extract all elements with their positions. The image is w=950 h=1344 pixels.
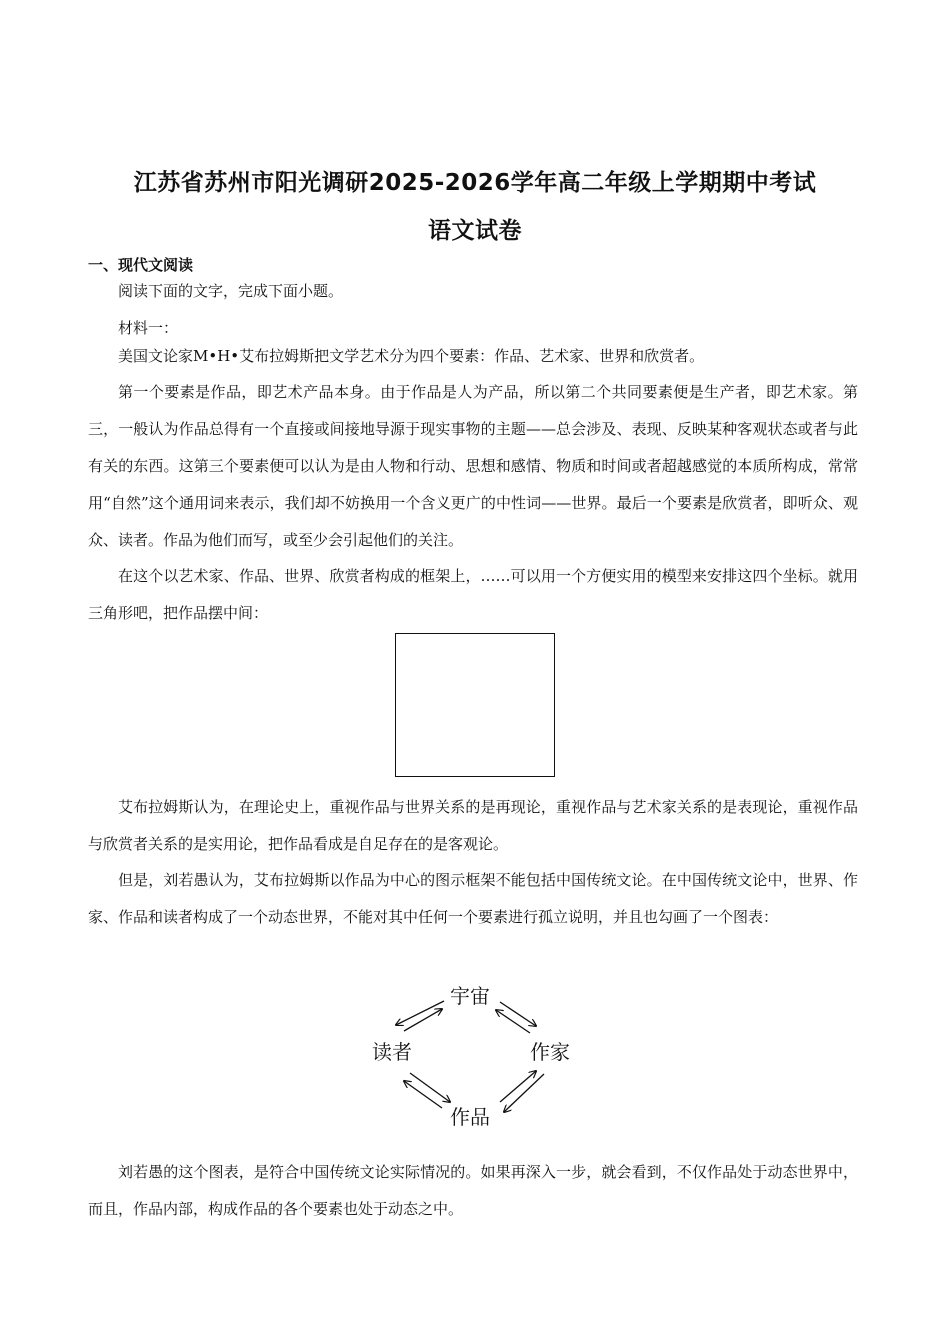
material-label: 材料一： (118, 319, 179, 337)
document-subtitle: 语文试卷 (428, 218, 522, 244)
diagram-node-work: 作品 (450, 1105, 490, 1129)
paragraph-framework: 在这个以艺术家、作品、世界、欣赏者构成的框架上，……可以用一个方便实用的模型来安排这四个坐标。就用三角形吧，把作品摆中间： (88, 567, 858, 622)
paragraph-conclusion: 刘若愚的这个图表，是符合中国传统文论实际情况的。如果再深入一步，就会看到，不仅作品处于动态世界中，而且，作品内部，构成作品的各个要素也处于动态之中。 (88, 1163, 858, 1218)
paragraph-theories: 艾布拉姆斯认为，在理论史上，重视作品与世界关系的是再现论，重视作品与艺术家关系的是表现论，重视作品与欣赏者关系的是实用论，把作品看成是自足存在的是客观论。 (88, 798, 858, 853)
diagram-node-reader: 读者 (372, 1040, 412, 1064)
paragraph-elements: 第一个要素是作品，即艺术产品本身。由于作品是人为产品，所以第二个共同要素便是生产者，即艺术家。第三，一般认为作品总得有一个直接或间接地导源于现实事物的主题——总会涉及、表现、反映某种客观状态或者与此有关的东西。这第三个要素便可以认为是由人物和行动、思想和感情、物质和时间或者超越感觉的本质所构成，常常用“自然”这个通用词来表示，我们却不妨换用一个含义更广的中性词——世界。最后一个要素是欣赏者，即听众、观众、读者。作品为他们而写，或至少会引起他们的关注。 (88, 383, 858, 549)
paragraph-liu-ruoyu: 但是，刘若愚认为，艾布拉姆斯以作品为中心的图示框架不能包括中国传统文论。在中国传统文论中，世界、作家、作品和读者构成了一个动态世界，不能对其中任何一个要素进行孤立说明，并且也勾画了一个图表： (88, 871, 858, 926)
arrow-reader-to-universe (404, 1009, 442, 1031)
arrow-work-to-reader (404, 1081, 442, 1108)
document-title: 江苏省苏州市阳光调研2025-2026学年高二年级上学期期中考试 (133, 170, 817, 196)
diagram-node-universe: 宇宙 (450, 984, 490, 1008)
dynamic-world-diagram (360, 978, 590, 1133)
arrow-author-to-universe (496, 1010, 530, 1033)
triangle-figure-placeholder (395, 633, 555, 777)
instruction-paragraph: 阅读下面的文字，完成下面小题。 (118, 282, 344, 300)
arrow-universe-to-author (500, 1002, 536, 1026)
diagram-node-author: 作家 (530, 1040, 570, 1064)
paragraph-intro: 美国文论家M•H•艾布拉姆斯把文学艺术分为四个要素：作品、艺术家、世界和欣赏者。 (118, 347, 705, 365)
section-heading: 一、现代文阅读 (88, 256, 194, 274)
arrow-reader-to-work (410, 1073, 450, 1102)
